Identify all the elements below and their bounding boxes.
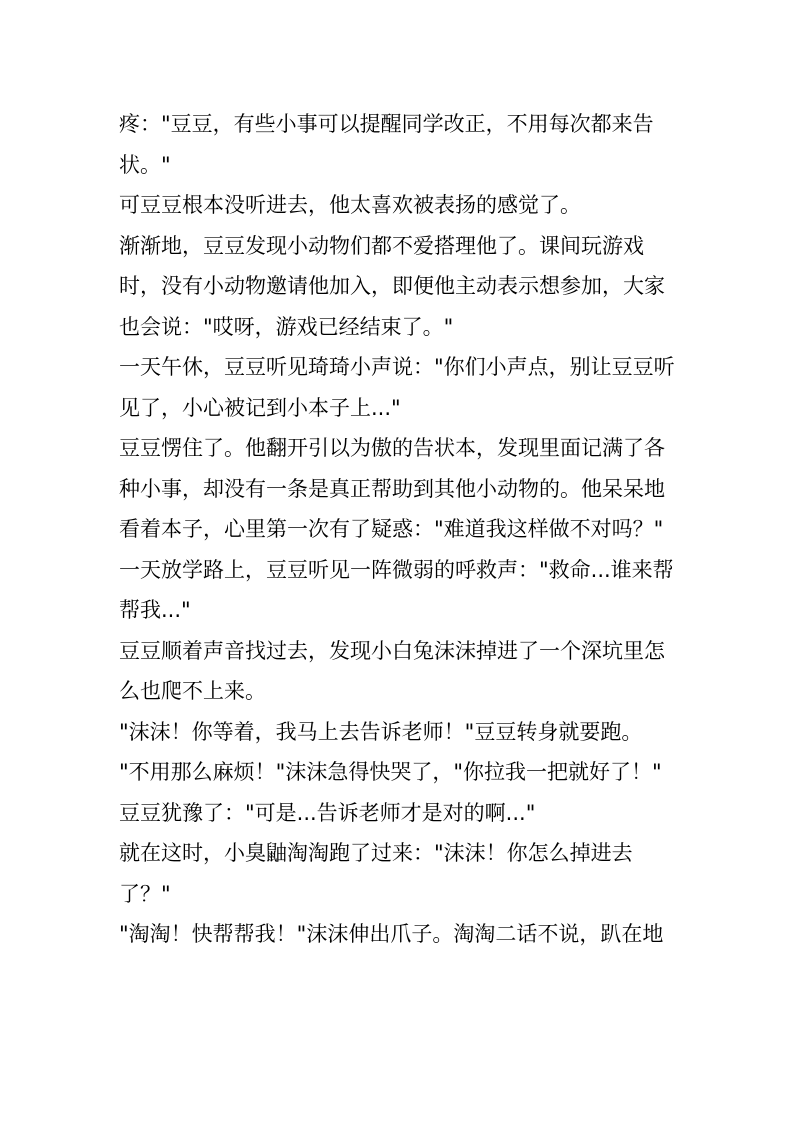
paragraph: 疼："豆豆，有些小事可以提醒同学改正，不用每次都来告状。" [119,112,654,177]
paragraph: 一天午休，豆豆听见琦琦小声说："你们小声点，别让豆豆听见了，小心被记到小本子上..." [119,355,675,420]
paragraph: 就在这时，小臭鼬淘淘跑了过来："沫沫！你怎么掉进去了？" [119,841,633,906]
paragraph: 渐渐地，豆豆发现小动物们都不爱搭理他了。课间玩游戏时，没有小动物邀请他加入，即便他主动表示想参加，大家也会说："哎呀，游戏已经结束了。" [119,233,665,339]
paragraph: 可豆豆根本没听进去，他太喜欢被表扬的感觉了。 [119,193,581,217]
paragraph: 豆豆顺着声音找过去，发现小白兔沫沫掉进了一个深坑里怎么也爬不上来。 [119,638,665,703]
paragraph: "淘淘！快帮帮我！"沫沫伸出爪子。淘淘二话不说，趴在地 [119,922,664,946]
paragraph: 豆豆犹豫了："可是...告诉老师才是对的啊..." [119,800,536,825]
paragraph: 豆豆愣住了。他翻开引以为傲的告状本，发现里面记满了各种小事，却没有一条是真正帮助到其他小动物的。他呆呆地看着本子，心里第一次有了疑惑："难道我这样做不对吗？" [119,436,665,541]
story-text [119,104,679,955]
paragraph: "不用那么麻烦！"沫沫急得快哭了，"你拉我一把就好了！" [119,760,662,784]
paragraph: 一天放学路上，豆豆听见一阵微弱的呼救声："救命...谁来帮帮我..." [119,557,674,622]
paragraph: "沫沫！你等着，我马上去告诉老师！"豆豆转身就要跑。 [119,719,643,744]
